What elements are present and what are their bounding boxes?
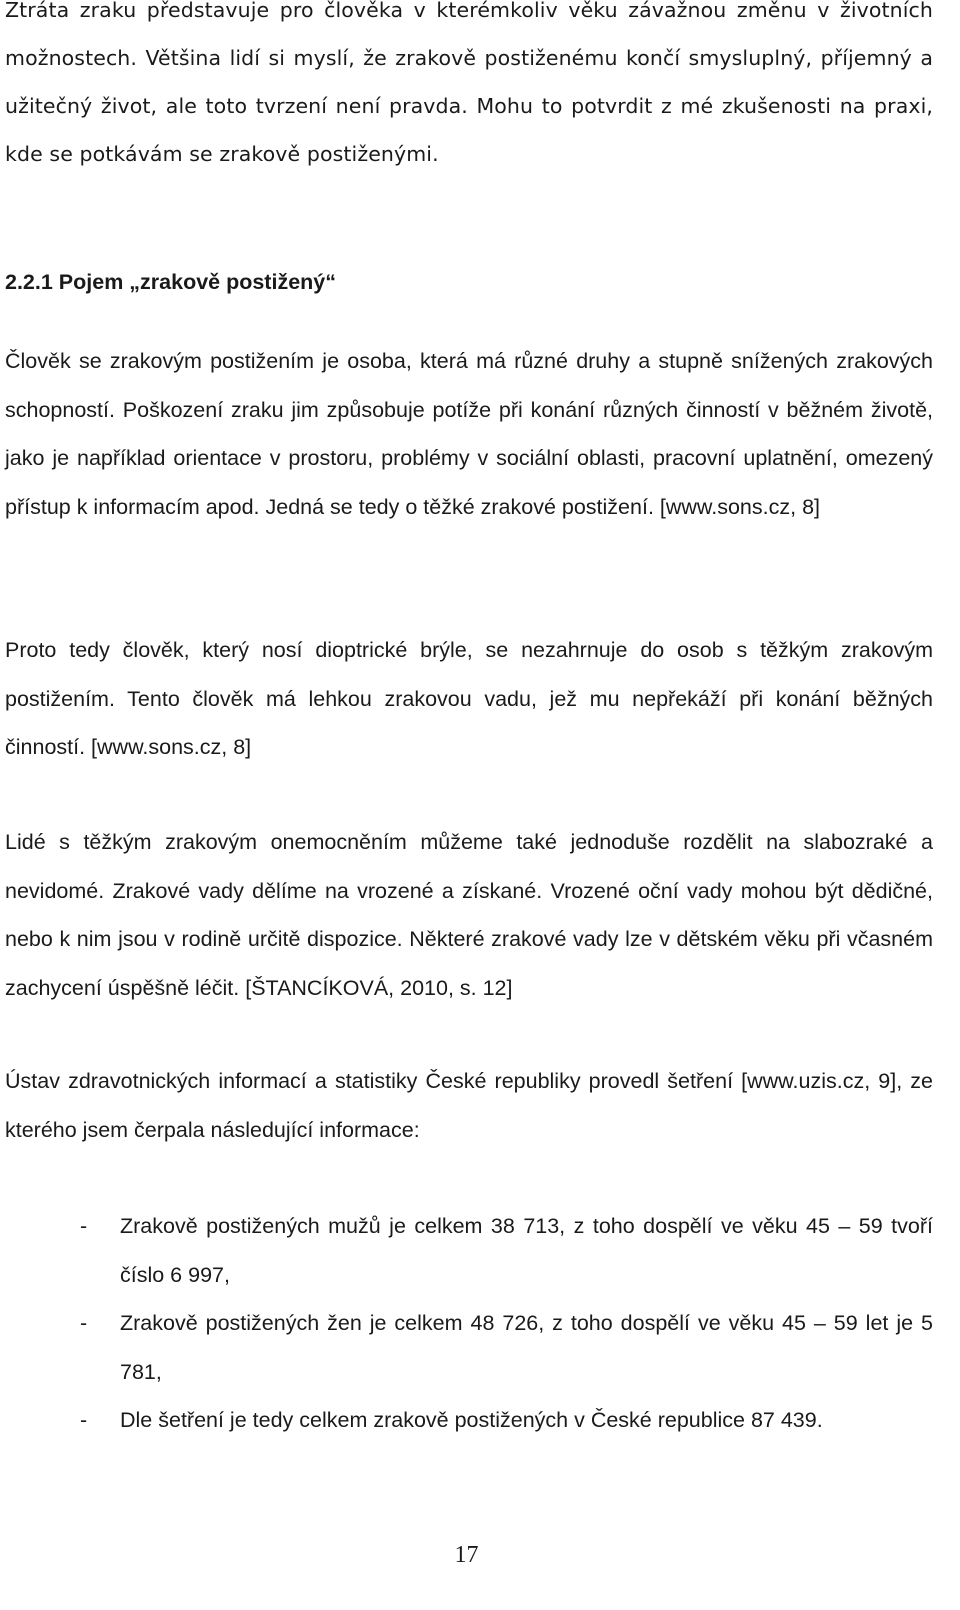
paragraph-glasses: Proto tedy člověk, který nosí dioptrické brýle, se nezahrnuje do osob s těžkým zrakovým postižením. Tento člověk má lehkou zrakovou vadu, jež mu nepřekáží při konání běžných činností. [www.sons.cz, 8] bbox=[5, 638, 933, 759]
paragraph-categories: Lidé s těžkým zrakovým onemocněním můžeme také jednoduše rozdělit na slabozraké a nevidomé. Zrakové vady dělíme na vrozené a získané. Vrozené oční vady mohou být dědičné, nebo k nim jsou v rodině určitě dispozice. Některé zrakové vady lze v dětském věku při včasném zachycení úspěšně léčit. [ŠTANCÍKOVÁ, 2010, s. 12] bbox=[5, 830, 933, 1000]
list-bullet: - bbox=[80, 1214, 88, 1238]
paragraph-intro: Ztráta zraku představuje pro člověka v kterémkoliv věku závažnou změnu v životních možnostech. Většina lidí si myslí, že zrakově postiženému končí smysluplný, příjemný a užitečný život, ale toto tvrzení není pravda. Mohu to potvrdit z mé zkušenosti na praxi, kde se potkávám se zrakově postiženými. bbox=[5, 0, 933, 166]
section-heading: 2.2.1 Pojem „zrakově postižený“ bbox=[5, 270, 336, 294]
paragraph-definition: Člověk se zrakovým postižením je osoba, která má různé druhy a stupně snížených zrakových schopností. Poškození zraku jim způsobuje potíže při konání různých činností v běžném životě, jako je například orientace v prostoru, problémy v sociální oblasti, pracovní uplatnění, omezený přístup k informacím apod. Jedná se tedy o těžké zrakové postižení. [www.sons.cz, 8] bbox=[5, 349, 933, 519]
list-item bbox=[0, 1396, 933, 1445]
list-item bbox=[0, 1299, 933, 1396]
list-bullet: - bbox=[80, 1311, 88, 1335]
list-item bbox=[0, 1202, 933, 1299]
page-number: 17 bbox=[454, 1542, 479, 1568]
paragraph-survey: Ústav zdravotnických informací a statistiky České republiky provedl šetření [www.uzis.cz, 9], ze kterého jsem čerpala následující informace: bbox=[5, 1069, 933, 1142]
list-item-text: Zrakově postižených mužů je celkem 38 713, z toho dospělí ve věku 45 – 59 tvoří číslo 6 997, bbox=[120, 1214, 933, 1287]
list-bullet: - bbox=[80, 1408, 88, 1432]
list-item-text: Dle šetření je tedy celkem zrakově postižených v České republice 87 439. bbox=[120, 1408, 823, 1432]
list-item-text: Zrakově postižených žen je celkem 48 726, z toho dospělí ve věku 45 – 59 let je 5 781, bbox=[120, 1311, 933, 1384]
statistics-list bbox=[0, 1202, 933, 1445]
